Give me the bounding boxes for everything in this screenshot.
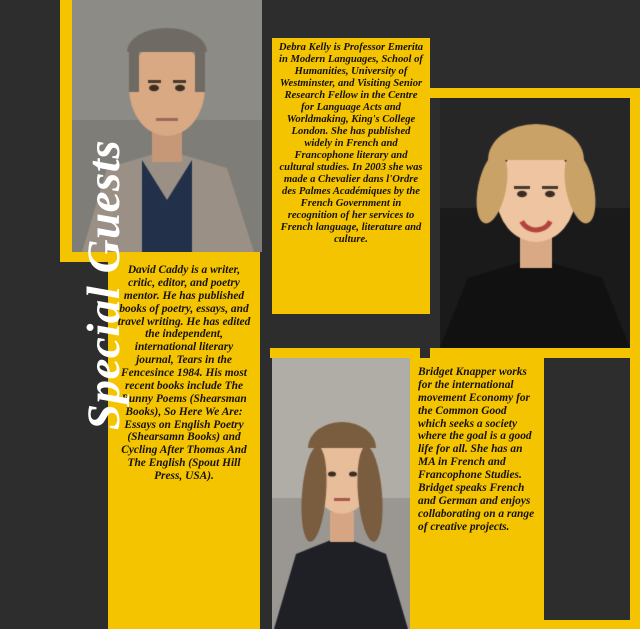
- photo-david-caddy: [72, 0, 262, 252]
- photo-bridget-knapper: [272, 358, 410, 629]
- page-title: Special Guests: [78, 139, 130, 431]
- bio-david-caddy: David Caddy is a writer, critic, editor, and poetry mentor. He has published books of poetry, essays, and travel writing. He has edited the independent, international literary journal, Tears in the Fencesince 1984. His most recent books include The Bunny Poems (Shearsman Books), So Here We Are: Essays on English Poetry (Shearsamn Books) and Cycling After Thomas And The English (Spout Hill Press, USA).: [108, 258, 260, 629]
- bio-bridget-knapper: Bridget Knapper works for the international movement Economy for the Common Good which seeks a society where the goal is a good life for all. She has an MA in French and Francophone Studies. Bridget speaks French and German and enjoys collaborating on a range of creative projects.: [410, 358, 544, 629]
- photo-debra-kelly: [440, 98, 630, 348]
- accent-bar-right-vertical: [630, 88, 640, 358]
- accent-bar-right-top: [430, 88, 640, 98]
- accent-bar-bottom-right-vertical: [630, 358, 640, 629]
- accent-bar-right-bottom: [430, 348, 640, 358]
- accent-bar-top-left-vertical: [60, 0, 72, 262]
- accent-bar-middle-horizontal: [270, 348, 420, 358]
- bio-debra-kelly: Debra Kelly is Professor Emerita in Modern Languages, School of Humanities, University of Westminster, and Visiting Senior Research Fellow in the Centre for Language Acts and Worldmaking, King's College London. She has published widely in French and Francophone literary and cultural studies. In 2003 she was made a Chevalier dans l'Ordre des Palmes Académiques by the French Government in recognition of her services to French language, literature and culture.: [272, 38, 430, 314]
